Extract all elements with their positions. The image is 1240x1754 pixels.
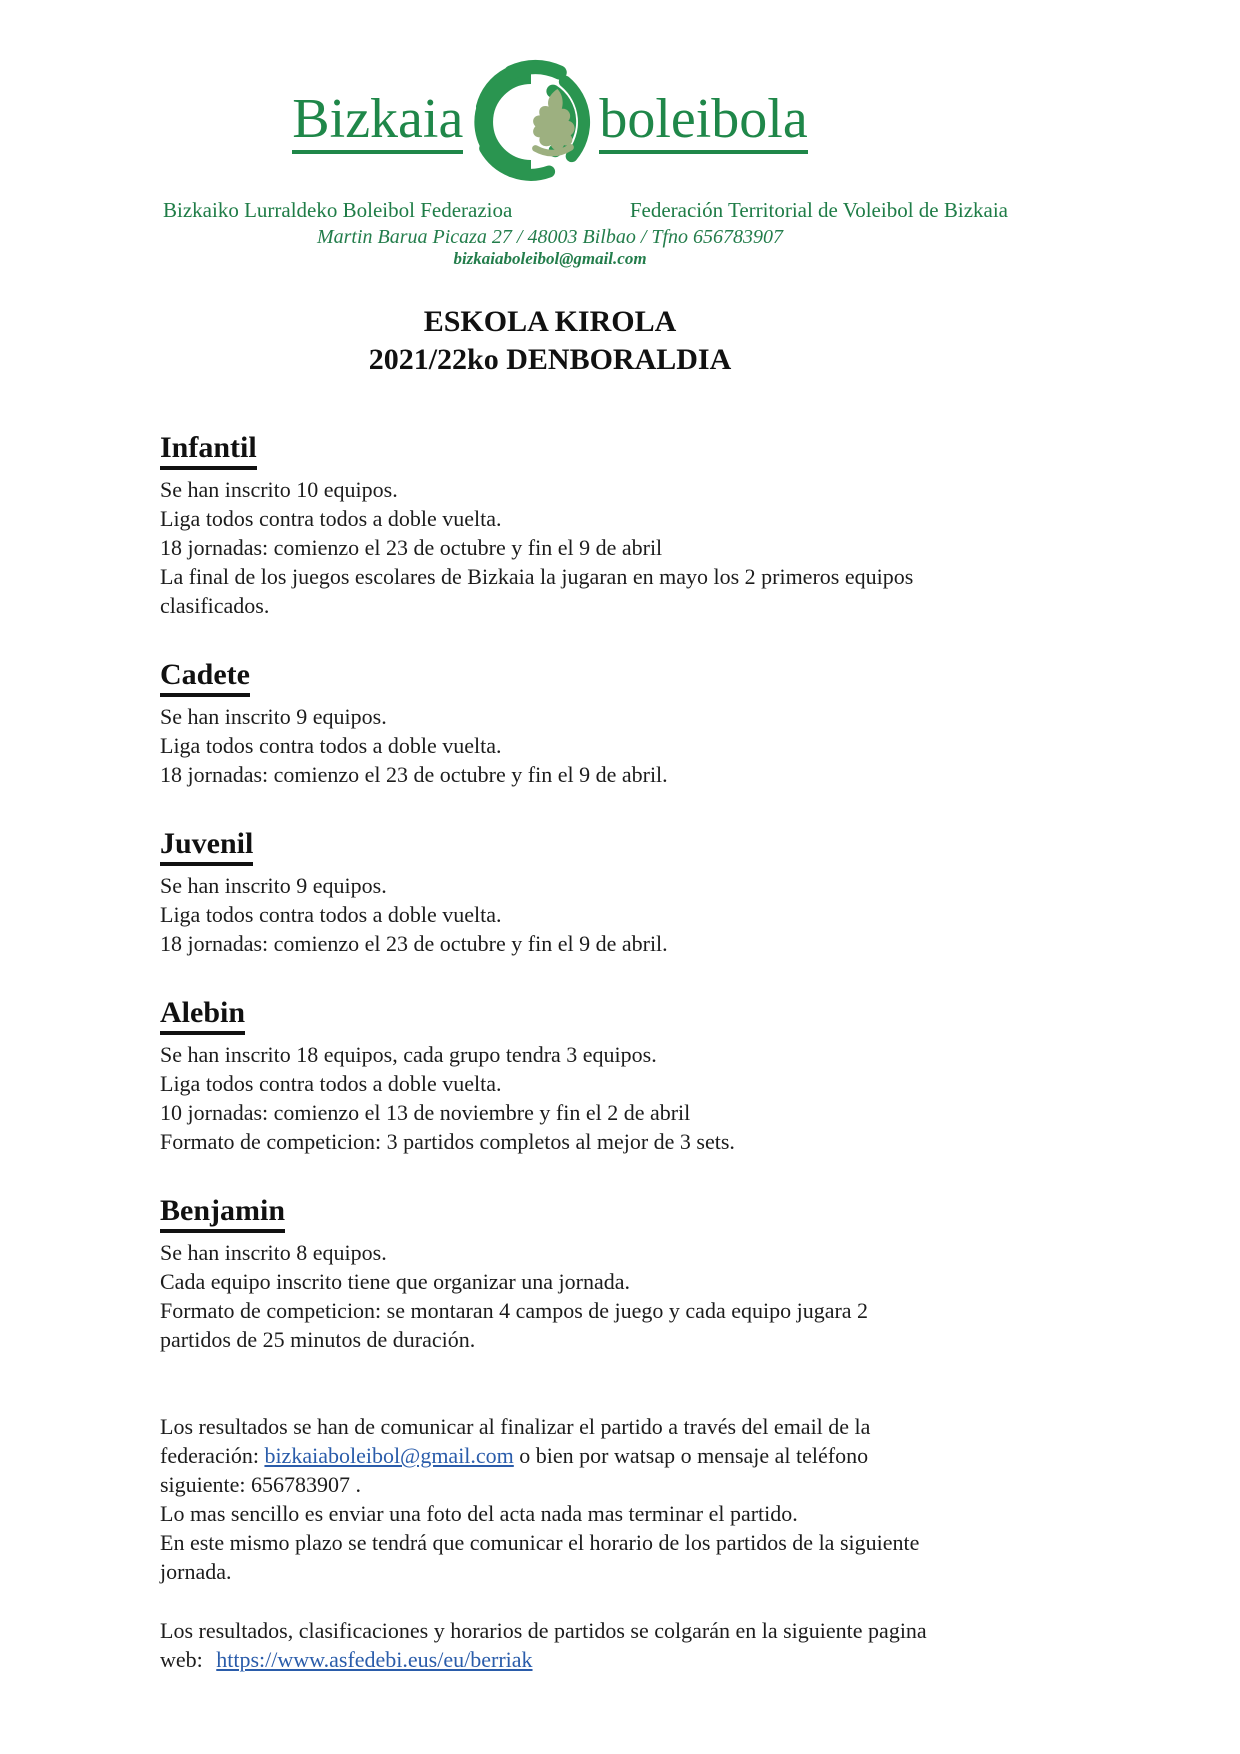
body-line: Lo mas sencillo es enviar una foto del acta nada mas terminar el partido.	[160, 1501, 798, 1526]
document-title	[160, 303, 940, 379]
letterhead	[0, 0, 1240, 269]
federation-names-row	[163, 198, 1008, 223]
brand-word-bizkaia: Bizkaia	[292, 90, 463, 155]
section-heading-cadete: Cadete	[160, 658, 250, 697]
section-infantil	[160, 431, 950, 620]
section-cadete	[160, 658, 950, 789]
body-line: Liga todos contra todos a doble vuelta.	[160, 1071, 502, 1096]
email-link[interactable]: bizkaiaboleibol@gmail.com	[264, 1443, 514, 1468]
section-juvenil	[160, 827, 950, 958]
body-line: Se han inscrito 9 equipos.	[160, 873, 387, 898]
body-line: Los resultados, clasificaciones y horarios de partidos se colgarán en la siguiente pagina	[160, 1618, 927, 1643]
brand-row	[160, 52, 940, 192]
federation-email: bizkaiaboleibol@gmail.com	[453, 249, 647, 268]
body-line: 18 jornadas: comienzo el 23 de octubre y fin el 9 de abril	[160, 535, 663, 560]
results-instructions-paragraph	[160, 1412, 950, 1586]
body-line: Los resultados se han de comunicar al finalizar el partido a través del email de la	[160, 1414, 871, 1439]
body-line: Liga todos contra todos a doble vuelta.	[160, 902, 502, 927]
body-text: web:	[160, 1647, 209, 1672]
document-body	[160, 431, 950, 1674]
body-line: partidos de 25 minutos de duración.	[160, 1327, 476, 1352]
body-line: 10 jornadas: comienzo el 13 de noviembre y fin el 2 de abril	[160, 1100, 691, 1125]
website-link[interactable]: https://www.asfedebi.eus/eu/berriak	[216, 1647, 533, 1672]
body-line: La final de los juegos escolares de Bizkaia la jugaran en mayo los 2 primeros equipos	[160, 564, 914, 589]
body-line: Liga todos contra todos a doble vuelta.	[160, 506, 502, 531]
results-publication-paragraph	[160, 1616, 950, 1674]
body-line: Formato de competicion: 3 partidos completos al mejor de 3 sets.	[160, 1129, 735, 1154]
federation-name-spanish: Federación Territorial de Voleibol de Bizkaia	[629, 198, 1008, 222]
body-line-with-web-link	[160, 1645, 950, 1674]
section-heading-infantil: Infantil	[160, 431, 257, 470]
section-alebin	[160, 996, 950, 1156]
body-line: Cada equipo inscrito tiene que organizar una jornada.	[160, 1269, 630, 1294]
document-title-line1: ESKOLA KIROLA	[423, 305, 677, 338]
section-benjamin	[160, 1194, 950, 1354]
section-heading-alebin: Alebin	[160, 996, 245, 1035]
volleyball-oak-leaf-logo-icon	[465, 56, 597, 188]
section-heading-benjamin: Benjamin	[160, 1194, 285, 1233]
body-line: Formato de competicion: se montaran 4 campos de juego y cada equipo jugara 2	[160, 1298, 869, 1323]
body-line: 18 jornadas: comienzo el 23 de octubre y fin el 9 de abril.	[160, 762, 668, 787]
body-line: Se han inscrito 9 equipos.	[160, 704, 387, 729]
body-line: En este mismo plazo se tendrá que comunicar el horario de los partidos de la siguiente	[160, 1530, 920, 1555]
body-line: Se han inscrito 10 equipos.	[160, 477, 398, 502]
body-line-with-email-link	[160, 1441, 950, 1470]
body-line: Liga todos contra todos a doble vuelta.	[160, 733, 502, 758]
body-text: o bien por watsap o mensaje al teléfono	[513, 1443, 869, 1468]
body-line: jornada.	[160, 1559, 232, 1584]
federation-name-basque: Bizkaiko Lurraldeko Boleibol Federazioa	[163, 198, 513, 222]
brand-word-boleibola: boleibola	[599, 90, 807, 155]
federation-address: Martin Barua Picaza 27 / 48003 Bilbao / Tfno 656783907	[316, 226, 784, 248]
document-title-line2: 2021/22ko DENBORALDIA	[368, 343, 732, 376]
body-line: Se han inscrito 18 equipos, cada grupo tendra 3 equipos.	[160, 1042, 657, 1067]
body-line: Se han inscrito 8 equipos.	[160, 1240, 387, 1265]
body-line: siguiente: 656783907 .	[160, 1472, 362, 1497]
body-text: federación:	[160, 1443, 265, 1468]
body-line: clasificados.	[160, 593, 270, 618]
body-line: 18 jornadas: comienzo el 23 de octubre y fin el 9 de abril.	[160, 931, 668, 956]
section-heading-juvenil: Juvenil	[160, 827, 253, 866]
